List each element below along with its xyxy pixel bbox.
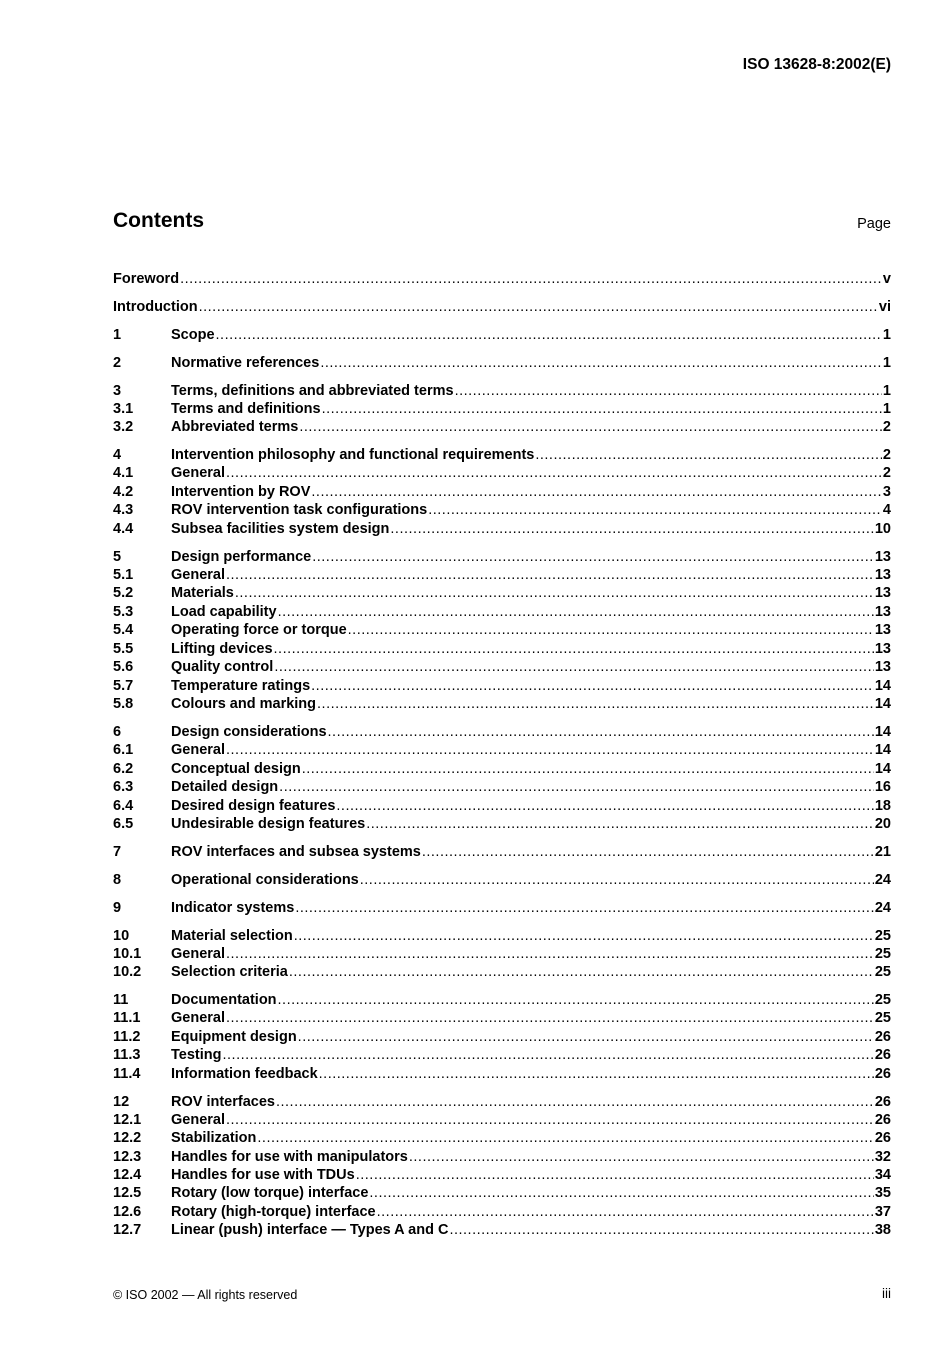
toc-entry-title: Operational considerations <box>171 872 359 888</box>
toc-entry-title: Load capability <box>171 604 277 620</box>
toc-dot-leader <box>409 1148 874 1166</box>
toc-dot-leader <box>295 899 874 917</box>
toc-dot-leader <box>279 778 874 796</box>
toc-entry-title: Intervention by ROV <box>171 484 311 500</box>
toc-entry-title: General <box>171 742 225 758</box>
toc-entry-number: 12.2 <box>113 1130 142 1146</box>
toc-dot-leader <box>317 695 874 713</box>
toc-entry-page: 10 <box>874 521 891 537</box>
toc-entry-number: 11 <box>113 992 129 1008</box>
toc-entry-number: 6 <box>113 724 122 740</box>
toc-entry-page: 14 <box>874 678 891 694</box>
toc-entry[interactable] <box>113 501 891 519</box>
toc-entry-title: Handles for use with manipulators <box>171 1149 408 1165</box>
toc-entry[interactable] <box>113 1129 891 1147</box>
toc-entry[interactable] <box>113 797 891 815</box>
toc-entry-number: 1 <box>113 327 122 343</box>
toc-dot-leader <box>226 945 874 963</box>
toc-entry-number: 3.1 <box>113 401 134 417</box>
toc-entry-page: 1 <box>882 401 891 417</box>
toc-entry[interactable] <box>113 1166 891 1184</box>
toc-dot-leader <box>312 548 874 566</box>
toc-entry-page: 1 <box>882 355 891 371</box>
toc-entry-number: 5 <box>113 549 122 565</box>
toc-entry-page: 25 <box>874 992 891 1008</box>
toc-entry-title: Terms, definitions and abbreviated terms <box>171 383 454 399</box>
toc-entry-page: vi <box>878 299 891 315</box>
toc-entry-title: Equipment design <box>171 1029 297 1045</box>
toc-entry-number: 5.2 <box>113 585 134 601</box>
toc-entry-title: Documentation <box>171 992 277 1008</box>
document-id: ISO 13628-8:2002(E) <box>742 56 891 73</box>
toc-entry[interactable] <box>113 621 891 639</box>
toc-dot-leader <box>369 1184 873 1202</box>
toc-entry-title: Rotary (high-torque) interface <box>171 1204 376 1220</box>
toc-dot-leader <box>294 927 874 945</box>
toc-entry-page: 26 <box>874 1094 891 1110</box>
toc-entry-page: v <box>882 271 891 287</box>
toc-dot-leader <box>289 963 874 981</box>
toc-entry-number: 10.2 <box>113 964 142 980</box>
toc-entry[interactable] <box>113 871 891 889</box>
toc-entry-title: Desired design features <box>171 798 336 814</box>
toc-dot-leader <box>455 382 882 400</box>
toc-entry-number: 6.1 <box>113 742 134 758</box>
toc-entry-title: Selection criteria <box>171 964 288 980</box>
toc-entry[interactable] <box>113 1221 891 1239</box>
toc-entry[interactable] <box>113 418 891 436</box>
toc-entry[interactable] <box>113 603 891 621</box>
toc-entry-number: 10 <box>113 928 130 944</box>
toc-entry-title: General <box>171 1112 225 1128</box>
toc-dot-leader <box>428 501 882 519</box>
toc-dot-leader <box>216 326 882 344</box>
toc-entry-title: Colours and marking <box>171 696 317 712</box>
toc-entry-number: 4 <box>113 447 122 463</box>
toc-entry-page: 21 <box>874 844 891 860</box>
toc-entry-page: 1 <box>882 327 891 343</box>
toc-entry-number: 11.4 <box>113 1066 141 1082</box>
toc-entry-page: 25 <box>874 1010 891 1026</box>
toc-entry-page: 13 <box>874 641 891 657</box>
toc-entry[interactable] <box>113 566 891 584</box>
toc-dot-leader <box>278 603 874 621</box>
toc-entry[interactable] <box>113 695 891 713</box>
toc-entry-title: Introduction <box>113 299 198 315</box>
toc-dot-leader <box>226 1009 874 1027</box>
toc-entry-number: 11.3 <box>113 1047 141 1063</box>
toc-entry[interactable] <box>113 270 891 288</box>
footer-page-number: iii <box>882 1286 891 1301</box>
toc-entry-number: 4.1 <box>113 465 134 481</box>
toc-entry-page: 3 <box>882 484 891 500</box>
toc-entry[interactable] <box>113 815 891 833</box>
toc-entry[interactable] <box>113 1184 891 1202</box>
toc-entry-title: Operating force or torque <box>171 622 347 638</box>
toc-entry-title: Testing <box>171 1047 222 1063</box>
toc-dot-leader <box>377 1203 874 1221</box>
toc-dot-leader <box>336 797 873 815</box>
toc-entry-title: General <box>171 567 225 583</box>
toc-dot-leader <box>226 464 882 482</box>
toc-dot-leader <box>276 1093 874 1111</box>
toc-entry-page: 13 <box>874 549 891 565</box>
toc-dot-leader <box>348 621 874 639</box>
toc-entry[interactable] <box>113 1093 891 1111</box>
toc-entry[interactable] <box>113 298 891 316</box>
toc-entry[interactable] <box>113 677 891 695</box>
toc-entry-page: 14 <box>874 742 891 758</box>
toc-entry-title: General <box>171 1010 225 1026</box>
toc-entry-title: Subsea facilities system design <box>171 521 390 537</box>
toc-entry-page: 35 <box>874 1185 891 1201</box>
toc-entry[interactable] <box>113 778 891 796</box>
toc-entry[interactable] <box>113 899 891 917</box>
toc-entry-page: 4 <box>882 502 891 518</box>
toc-entry-number: 12.7 <box>113 1222 142 1238</box>
toc-entry[interactable] <box>113 1148 891 1166</box>
toc-entry-number: 12.6 <box>113 1204 142 1220</box>
toc-entry-page: 26 <box>874 1066 891 1082</box>
toc-entry[interactable] <box>113 741 891 759</box>
toc-entry-title: Linear (push) interface — Types A and C <box>171 1222 449 1238</box>
toc-entry-title: Material selection <box>171 928 293 944</box>
toc-entry-number: 5.8 <box>113 696 134 712</box>
toc-entry-title: Foreword <box>113 271 180 287</box>
toc-entry-title: Temperature ratings <box>171 678 311 694</box>
toc-entry-title: ROV interfaces <box>171 1094 275 1110</box>
toc-entry[interactable] <box>113 354 891 372</box>
toc-entry-page: 2 <box>882 419 891 435</box>
toc-dot-leader <box>257 1129 873 1147</box>
toc-entry-title: Rotary (low torque) interface <box>171 1185 369 1201</box>
toc-entry-number: 3 <box>113 383 122 399</box>
toc-dot-leader <box>390 520 873 538</box>
toc-entry-title: Lifting devices <box>171 641 273 657</box>
toc-entry-number: 5.3 <box>113 604 134 620</box>
toc-entry-page: 26 <box>874 1112 891 1128</box>
toc-entry[interactable] <box>113 991 891 1009</box>
toc-entry-page: 25 <box>874 964 891 980</box>
table-of-contents <box>113 0 891 1345</box>
page-column-label: Page <box>857 216 891 232</box>
toc-entry[interactable] <box>113 1203 891 1221</box>
toc-entry-number: 12.4 <box>113 1167 142 1183</box>
toc-dot-leader <box>298 1028 874 1046</box>
toc-dot-leader <box>274 640 874 658</box>
toc-entry-title: Terms and definitions <box>171 401 321 417</box>
toc-entry-page: 26 <box>874 1029 891 1045</box>
toc-entry-number: 4.3 <box>113 502 134 518</box>
toc-entry-number: 6.2 <box>113 761 134 777</box>
toc-entry-number: 11.2 <box>113 1029 141 1045</box>
toc-entry[interactable] <box>113 520 891 538</box>
toc-entry[interactable] <box>113 464 891 482</box>
toc-entry-number: 8 <box>113 872 122 888</box>
toc-dot-leader <box>274 658 874 676</box>
toc-entry-title: Scope <box>171 327 215 343</box>
toc-entry[interactable] <box>113 1028 891 1046</box>
toc-entry-number: 12.1 <box>113 1112 142 1128</box>
toc-entry-title: General <box>171 946 225 962</box>
toc-entry-page: 16 <box>874 779 891 795</box>
toc-entry-page: 26 <box>874 1047 891 1063</box>
toc-entry-number: 5.4 <box>113 622 134 638</box>
toc-entry-page: 20 <box>874 816 891 832</box>
toc-entry-number: 12 <box>113 1094 130 1110</box>
toc-entry-number: 4.4 <box>113 521 134 537</box>
toc-entry-page: 26 <box>874 1130 891 1146</box>
toc-entry-page: 25 <box>874 928 891 944</box>
toc-entry-title: Design performance <box>171 549 312 565</box>
toc-entry-page: 13 <box>874 567 891 583</box>
toc-dot-leader <box>366 815 874 833</box>
toc-entry[interactable] <box>113 945 891 963</box>
toc-entry-title: Handles for use with TDUs <box>171 1167 355 1183</box>
toc-dot-leader <box>356 1166 874 1184</box>
toc-entry-title: Abbreviated terms <box>171 419 299 435</box>
toc-entry[interactable] <box>113 760 891 778</box>
toc-entry-number: 6.3 <box>113 779 134 795</box>
toc-dot-leader <box>199 298 878 316</box>
toc-entry-page: 2 <box>882 447 891 463</box>
toc-entry-number: 3.2 <box>113 419 134 435</box>
toc-entry[interactable] <box>113 658 891 676</box>
toc-entry[interactable] <box>113 927 891 945</box>
toc-entry-title: Quality control <box>171 659 274 675</box>
toc-entry-page: 32 <box>874 1149 891 1165</box>
toc-entry-page: 13 <box>874 604 891 620</box>
toc-entry[interactable] <box>113 446 891 464</box>
toc-entry[interactable] <box>113 584 891 602</box>
toc-entry[interactable] <box>113 400 891 418</box>
toc-entry[interactable] <box>113 326 891 344</box>
toc-entry-number: 5.6 <box>113 659 134 675</box>
toc-entry[interactable] <box>113 963 891 981</box>
toc-entry-title: Indicator systems <box>171 900 295 916</box>
toc-entry-page: 14 <box>874 696 891 712</box>
toc-entry-page: 25 <box>874 946 891 962</box>
toc-entry-number: 4.2 <box>113 484 134 500</box>
toc-dot-leader <box>302 760 874 778</box>
toc-entry[interactable] <box>113 843 891 861</box>
toc-entry-number: 6.4 <box>113 798 134 814</box>
toc-dot-leader <box>311 483 882 501</box>
toc-entry-title: Undesirable design features <box>171 816 366 832</box>
contents-title: Contents <box>113 209 204 232</box>
toc-dot-leader <box>422 843 874 861</box>
toc-dot-leader <box>322 400 882 418</box>
toc-entry-title: Stabilization <box>171 1130 257 1146</box>
toc-entry-number: 12.5 <box>113 1185 142 1201</box>
toc-entry[interactable] <box>113 1111 891 1129</box>
toc-entry-page: 38 <box>874 1222 891 1238</box>
toc-entry-number: 5.1 <box>113 567 134 583</box>
toc-entry[interactable] <box>113 1065 891 1083</box>
toc-entry-number: 12.3 <box>113 1149 142 1165</box>
toc-entry[interactable] <box>113 548 891 566</box>
toc-entry-page: 13 <box>874 659 891 675</box>
toc-entry-page: 34 <box>874 1167 891 1183</box>
toc-entry-number: 5.5 <box>113 641 134 657</box>
toc-entry-page: 37 <box>874 1204 891 1220</box>
toc-entry-page: 13 <box>874 585 891 601</box>
toc-dot-leader <box>226 1111 874 1129</box>
toc-entry-title: Conceptual design <box>171 761 301 777</box>
toc-entry-title: Detailed design <box>171 779 279 795</box>
toc-entry-number: 6.5 <box>113 816 134 832</box>
toc-dot-leader <box>320 354 882 372</box>
toc-entry[interactable] <box>113 640 891 658</box>
toc-entry[interactable] <box>113 1009 891 1027</box>
toc-entry-page: 24 <box>874 900 891 916</box>
toc-entry-title: Intervention philosophy and functional requirements <box>171 447 535 463</box>
toc-entry[interactable] <box>113 382 891 400</box>
toc-dot-leader <box>226 566 874 584</box>
toc-entry-title: Normative references <box>171 355 320 371</box>
toc-dot-leader <box>222 1046 873 1064</box>
toc-entry-page: 13 <box>874 622 891 638</box>
toc-entry-page: 1 <box>882 383 891 399</box>
toc-entry[interactable] <box>113 723 891 741</box>
toc-entry-title: ROV intervention task configurations <box>171 502 428 518</box>
toc-dot-leader <box>535 446 882 464</box>
toc-entry-number: 2 <box>113 355 122 371</box>
toc-dot-leader <box>328 723 874 741</box>
toc-entry-title: General <box>171 465 225 481</box>
toc-entry-page: 18 <box>874 798 891 814</box>
toc-entry[interactable] <box>113 1046 891 1064</box>
toc-dot-leader <box>278 991 874 1009</box>
toc-entry-number: 7 <box>113 844 122 860</box>
toc-entry-page: 2 <box>882 465 891 481</box>
toc-entry-title: Design considerations <box>171 724 327 740</box>
toc-dot-leader <box>360 871 874 889</box>
toc-entry-page: 24 <box>874 872 891 888</box>
toc-entry-number: 11.1 <box>113 1010 141 1026</box>
footer-copyright: © ISO 2002 — All rights reserved <box>113 1288 298 1302</box>
toc-dot-leader <box>226 741 874 759</box>
toc-entry-title: Information feedback <box>171 1066 318 1082</box>
toc-dot-leader <box>180 270 882 288</box>
toc-dot-leader <box>311 677 874 695</box>
toc-dot-leader <box>449 1221 873 1239</box>
toc-entry-page: 14 <box>874 724 891 740</box>
toc-entry-title: ROV interfaces and subsea systems <box>171 844 421 860</box>
toc-entry-number: 10.1 <box>113 946 142 962</box>
toc-dot-leader <box>299 418 882 436</box>
toc-entry-title: Materials <box>171 585 234 601</box>
toc-entry[interactable] <box>113 483 891 501</box>
toc-entry-page: 14 <box>874 761 891 777</box>
toc-dot-leader <box>235 584 874 602</box>
toc-entry-number: 5.7 <box>113 678 134 694</box>
toc-entry-number: 9 <box>113 900 122 916</box>
toc-dot-leader <box>319 1065 874 1083</box>
